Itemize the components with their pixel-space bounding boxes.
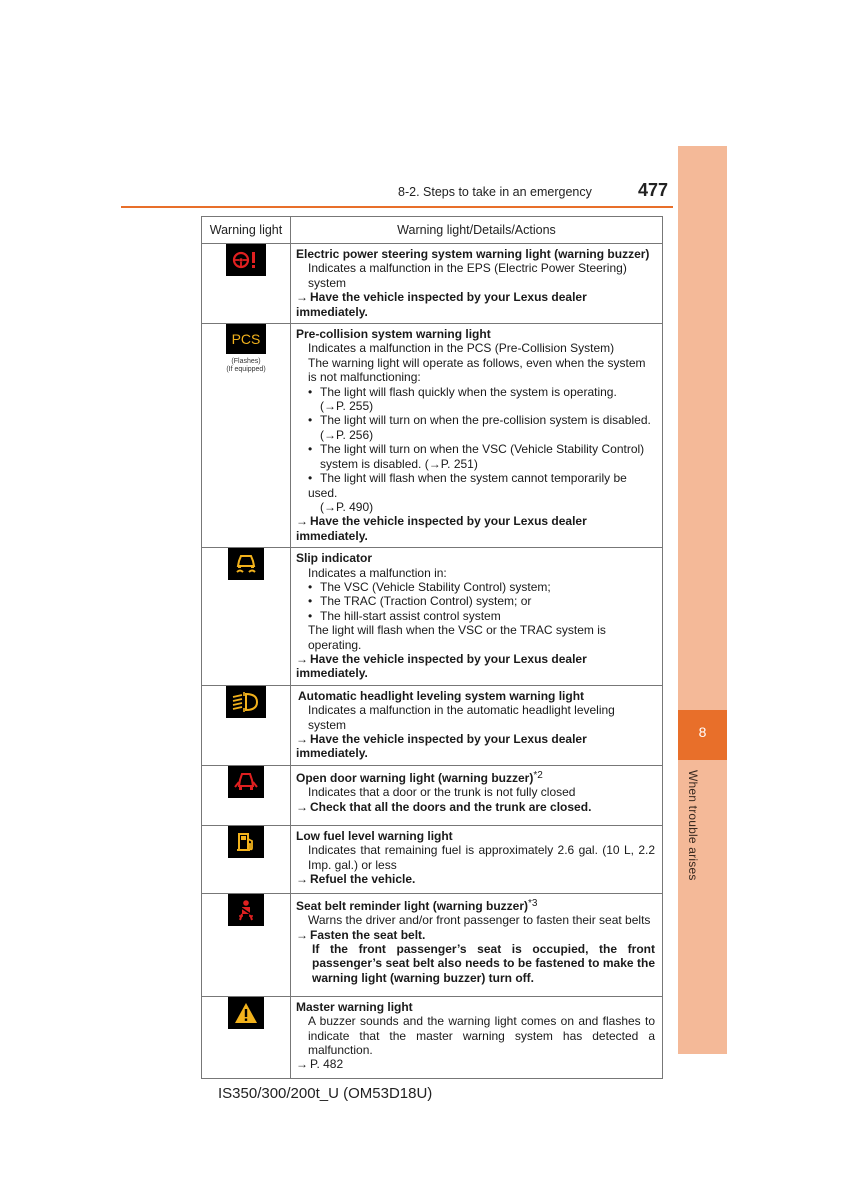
row-description: Indicates a malfunction in the PCS (Pre-Collision System) [308,341,615,356]
chapter-title: When trouble arises [686,770,700,881]
master-warning-icon [228,997,264,1029]
row-description: Indicates a malfunction in: [308,565,447,580]
icon-cell [202,324,291,548]
row-description: Indicates that a door or the trunk is not fully closed [308,785,576,800]
row-description: The warning light will operate as follows, even when the system is not malfunctioning: [308,355,646,385]
details-cell [291,765,663,825]
icon-note-if-equipped: (If equipped) [226,366,266,374]
table-row [202,244,663,324]
bullet-item: • The VSC (Vehicle Stability Control) system; [308,579,551,594]
pcs-icon-label: PCS [231,331,261,348]
row-description: Warns the driver and/or front passenger to fasten their seat belts [308,913,651,928]
bullet-item: • The TRAC (Traction Control) system; or [308,594,532,609]
row-title: Electric power steering system warning light (warning buzzer) [296,247,650,261]
page-reference[interactable]: P. 482 [310,1057,344,1072]
icon-cell [202,996,291,1078]
section-title: 8-2. Steps to take in an emergency [398,185,592,199]
row-action: → Have the vehicle inspected by your Lexus dealer immediately. [296,290,587,319]
slip-indicator-icon [228,548,264,580]
column-header-details: Warning light/Details/Actions [291,217,663,244]
icon-cell [202,548,291,686]
row-title: Open door warning light (warning buzzer)$^{*2}$ [296,769,543,785]
table-row [202,825,663,893]
details-cell [291,825,663,893]
row-action: → Check that all the doors and the trunk are closed. [296,799,592,814]
row-title: Pre-collision system warning light [296,327,491,342]
details-cell [291,893,663,996]
row-title: Slip indicator [296,551,373,566]
icon-cell [202,244,291,324]
warning-light-table [201,216,663,1079]
header-rule [121,206,673,208]
bullet-ref: (→P. 255) [320,399,374,414]
seat-belt-icon [228,894,264,926]
fuel-pump-icon [228,826,264,858]
details-cell [291,996,663,1078]
bullet-item: • The hill-start assist control system [308,608,501,623]
details-cell [291,324,663,548]
row-description: A buzzer sounds and the warning light comes on and flashes to indicate that the master warning system has detected a malfunction. [308,1014,655,1058]
row-description: Indicates that remaining fuel is approximately 2.6 gal. (10 L, 2.2 Imp. gal.) or less [308,843,655,872]
row-description: Indicates a malfunction in the automatic headlight leveling system [308,703,615,732]
open-door-icon [228,766,264,798]
details-cell [291,548,663,686]
table-header-row [202,217,663,244]
bullet-item: • The light will turn on when the VSC (Vehicle Stability Control) system is disabled. (→P. 251) [308,442,645,471]
footnote-marker: *3 [528,897,538,909]
table-row [202,765,663,825]
steering-wheel-warning-icon [226,244,266,276]
row-title: Automatic headlight leveling system warning light [298,688,585,703]
row-action-continued: If the front passenger’s seat is occupied, the front passenger’s seat belt also needs to be fastened to make the warning light (warning buzzer) turn off. [312,942,655,985]
details-cell [291,244,663,324]
row-action: → Have the vehicle inspected by your Lexus dealer immediately. [296,514,587,543]
icon-cell [202,765,291,825]
icon-note-flashes: (Flashes) [231,358,261,366]
row-action: → Refuel the vehicle. [296,872,416,887]
table-row [202,685,663,765]
row-title: Master warning light [296,999,413,1014]
row-action: → Have the vehicle inspected by your Lexus dealer immediately. [296,732,587,761]
row-title: Low fuel level warning light [296,828,453,843]
table-row [202,324,663,548]
side-tab [678,146,727,1054]
icon-cell [202,825,291,893]
table-row [202,996,663,1078]
bullet-item: • The light will flash quickly when the system is operating. [308,384,617,399]
bullet-ref: (→P. 256) [320,427,374,442]
row-description: The light will flash when the VSC or the TRAC system is operating. [308,623,606,652]
model-code-footer: IS350/300/200t_U (OM53D18U) [218,1085,433,1102]
details-cell [291,685,663,765]
row-action: → Fasten the seat belt. [296,927,426,942]
icon-cell [202,893,291,996]
table-row [202,893,663,996]
page-number: 477 [638,180,669,200]
bullet-ref: (→P. 490) [320,499,374,514]
headlight-leveling-icon [226,686,266,718]
icon-cell [202,685,291,765]
column-header-warning-light: Warning light [202,217,291,244]
bullet-item: • The light will flash when the system cannot temporarily be used. [308,471,627,500]
footnote-marker: *2 [533,769,543,781]
chapter-number-box: 8 [678,710,727,760]
row-title: Seat belt reminder light (warning buzzer)$^{*3}$ [296,897,538,913]
table-row [202,548,663,686]
row-description: Indicates a malfunction in the EPS (Electric Power Steering) system [308,261,627,290]
row-action: → P. 482 [296,1057,344,1072]
pcs-warning-icon [226,324,266,354]
row-action: → Have the vehicle inspected by your Lexus dealer immediately. [296,651,587,681]
bullet-item: • The light will turn on when the pre-collision system is disabled. [308,413,651,428]
